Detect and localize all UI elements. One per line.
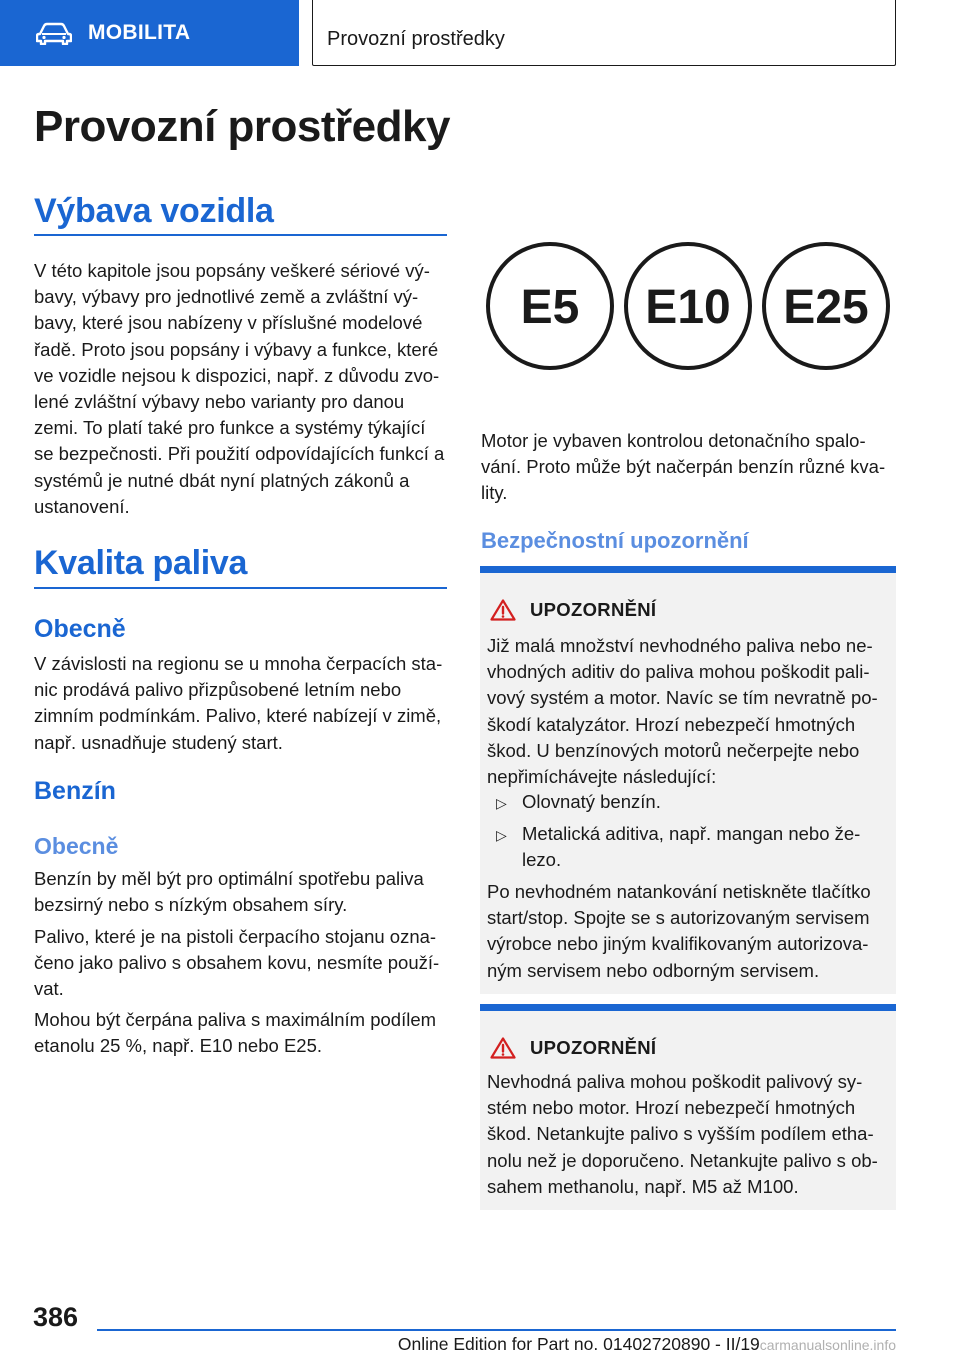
kvalita-obecne-text: V závislosti na regionu se u mnoha čerpacích sta- nic prodává palivo přizpůsobené letním nebo zimním podmínkám. Palivo, které nabízejí v zimě, např. usnadňuje studený start. [34,653,443,753]
heading-benzin: Benzín [34,777,116,805]
chapter-label: Provozní prostředky [327,28,505,50]
vybava-text: V této kapitole jsou popsány veškeré sériové vý- bavy, výbavy pro jednotlivé země a zvláštní vý- bavy, které jsou nabízeny v příslušné modelové řadě. Proto jsou popsány i výbavy a funkce, které ve vozidle nejsou k dispozici, např. z důvodu zvo- lené zvláštní výbavy nebo varianty pro danou zemi. To platí také pro funkce a systémy týkající se bezpečnosti. Při použití odpovídajících funkcí a systémů je nutné dbát nyní platných zákonů a ustanovení. [34,260,445,517]
warning-triangle-icon [490,599,516,621]
edition-text: Online Edition for Part no. 01402720890 - II/19 [397,1334,760,1354]
watermark: carmanualsonline.info [759,1337,896,1353]
warning-text: Již malá množství nevhodného paliva nebo ne- vhodných aditiv do paliva mohou poškodit pali- vový systém a motor. Navíc se tím nevratně po- škodí katalyzátor. Hrozí nebezpečí hmotných škod. U benzínových motorů nečerpejte nebo nepřimíchávejte následující: [487,635,878,788]
warning-box-1 [480,566,896,994]
warning-triangle-icon [490,1037,516,1059]
benzin-para-1: Benzín by měl být pro optimální spotřebu paliva bezsirný nebo s nízkým obsahem síry. [34,868,424,916]
divider [34,587,447,589]
warning-text-2: Po nevhodném natankování netiskněte tlačítko start/stop. Spojte se s autorizovaným servisem výrobce nebo jiným kvalifikovaným autorizova- ným servisem nebo odborným servisem. [487,881,871,981]
heading-kvalita: Kvalita paliva [34,544,248,582]
footer-rule [97,1329,896,1331]
warning-text: Nevhodná paliva mohou poškodit palivový sy- stém nebo motor. Hrozí nebezpečí hmotných škod. Netankujte palivo s vyšším podílem etha- nolu než je doporučeno. Netankujte palivo s ob- sahem methanolu, např. M5 až M100. [487,1071,878,1197]
svg-text:E25: E25 [783,281,869,334]
svg-text:E10: E10 [645,281,731,334]
section-tab [0,0,299,66]
fuel-labels-illustration [478,242,890,392]
benzin-para-2: Palivo, které je na pistoli čerpacího stojanu ozna- čeno jako palivo s obsahem kovu, nesmíte použí- vat. [34,926,440,1000]
svg-text:E5: E5 [520,281,580,334]
fuel-label-e5 [488,244,612,368]
warning-title: UPOZORNĚNÍ [530,599,657,620]
list-item: Olovnatý benzín. [522,791,661,812]
list-item: Metalická aditiva, např. mangan nebo že- lezo. [522,823,861,871]
motor-text: Motor je vybaven kontrolou detonačního spalo- vání. Proto může být načerpán benzín různé kva- lity. [481,430,886,504]
fuel-label-e10 [626,244,750,368]
heading-benzin-obecne: Obecně [34,833,119,859]
heading-safety: Bezpečnostní upozornění [481,528,749,553]
car-icon [36,21,72,45]
bullet-marker-icon: ▷ [496,795,507,811]
bullet-marker-icon: ▷ [496,827,507,843]
chapter-header [312,0,896,66]
heading-obecne: Obecně [34,615,126,643]
warning-title: UPOZORNĚNÍ [530,1037,657,1058]
warning-box-2 [480,1004,896,1210]
heading-vybava: Výbava vozidla [34,192,274,230]
footer-edition [0,1334,896,1355]
section-label: MOBILITA [88,21,191,44]
fuel-label-e25 [764,244,888,368]
page-number: 386 [33,1302,79,1332]
divider [34,234,447,236]
page-title: Provozní prostředky [34,102,450,151]
benzin-para-3: Mohou být čerpána paliva s maximálním podílem etanolu 25 %, např. E10 nebo E25. [34,1009,437,1057]
